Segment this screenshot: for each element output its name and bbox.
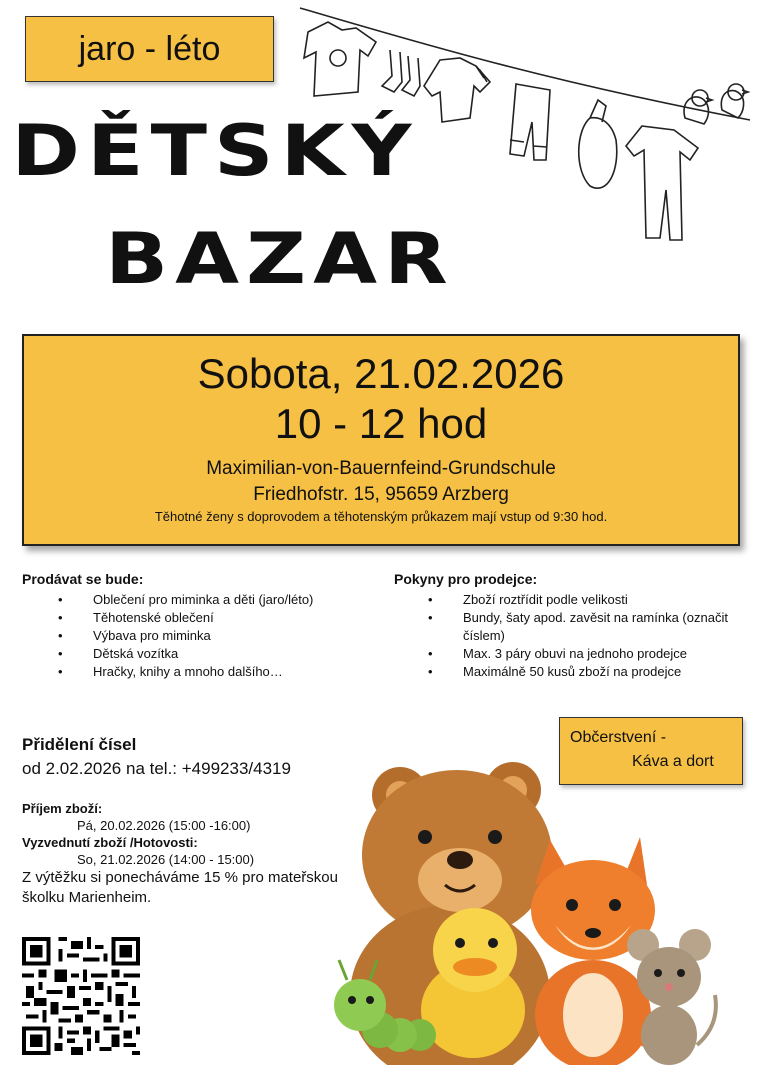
event-date: Sobota, 21.02.2026 xyxy=(197,350,565,397)
list-item: • Bundy, šaty apod. zavěsit na ramínka (označit číslem) xyxy=(428,609,728,645)
title-line-1: DĚTSKÝ xyxy=(11,110,419,192)
selling-heading: Prodávat se bude: xyxy=(22,571,144,587)
list-item: • Těhotenské oblečení xyxy=(58,609,382,627)
season-label: jaro - léto xyxy=(78,29,221,68)
event-note: Těhotné ženy s doprovodem a těhotenským průkazem mají vstup od 9:30 hod. xyxy=(154,509,608,524)
selling-list xyxy=(58,591,382,681)
intake-time: Pá, 20.02.2026 (15:00 -16:00) xyxy=(77,818,251,833)
event-info-box xyxy=(22,334,740,546)
sellers-section xyxy=(394,571,739,681)
list-item: • Hračky, knihy a mnoho dalšího… xyxy=(58,663,382,681)
numbers-heading: Přidělení čísel xyxy=(22,735,137,754)
event-address: Friedhofstr. 15, 95659 Arzberg xyxy=(253,484,509,505)
list-item: • Zboží roztřídit podle velikosti xyxy=(428,591,728,609)
pickup-time: So, 21.02.2026 (14:00 - 15:00) xyxy=(77,852,255,867)
list-item: • Maximálně 50 kusů zboží na prodejce xyxy=(428,663,728,681)
list-item: • Oblečení pro miminka a děti (jaro/léto) xyxy=(58,591,382,609)
proceeds-text: Z výtěžku si ponecháváme 15 % pro mateřskou školku Marienheim. xyxy=(22,869,338,906)
refreshments-line-1: Občerstvení - xyxy=(570,729,667,746)
animals-illustration xyxy=(325,745,730,1065)
intake-heading: Příjem zboží: xyxy=(22,801,103,816)
list-item: • Dětská vozítka xyxy=(58,645,382,663)
clothesline-illustration xyxy=(290,0,763,260)
refreshments-line-2: Káva a dort xyxy=(632,753,714,770)
numbers-text: od 2.02.2026 na tel.: +499233/4319 xyxy=(22,759,291,778)
season-badge xyxy=(25,16,274,82)
sellers-heading: Pokyny pro prodejce: xyxy=(394,571,538,587)
title-line-2: BAZAR xyxy=(105,218,455,300)
qr-code[interactable] xyxy=(22,937,140,1055)
event-time: 10 - 12 hod xyxy=(274,400,488,447)
list-item: • Max. 3 páry obuvi na jednoho prodejce xyxy=(428,645,728,663)
qr-code-graphic xyxy=(22,937,140,1055)
event-venue: Maximilian-von-Bauernfeind-Grundschule xyxy=(206,458,556,479)
sellers-list xyxy=(428,591,728,681)
list-item: • Výbava pro miminka xyxy=(58,627,382,645)
pickup-heading: Vyzvednutí zboží /Hotovosti: xyxy=(22,835,198,850)
selling-section xyxy=(22,571,382,681)
